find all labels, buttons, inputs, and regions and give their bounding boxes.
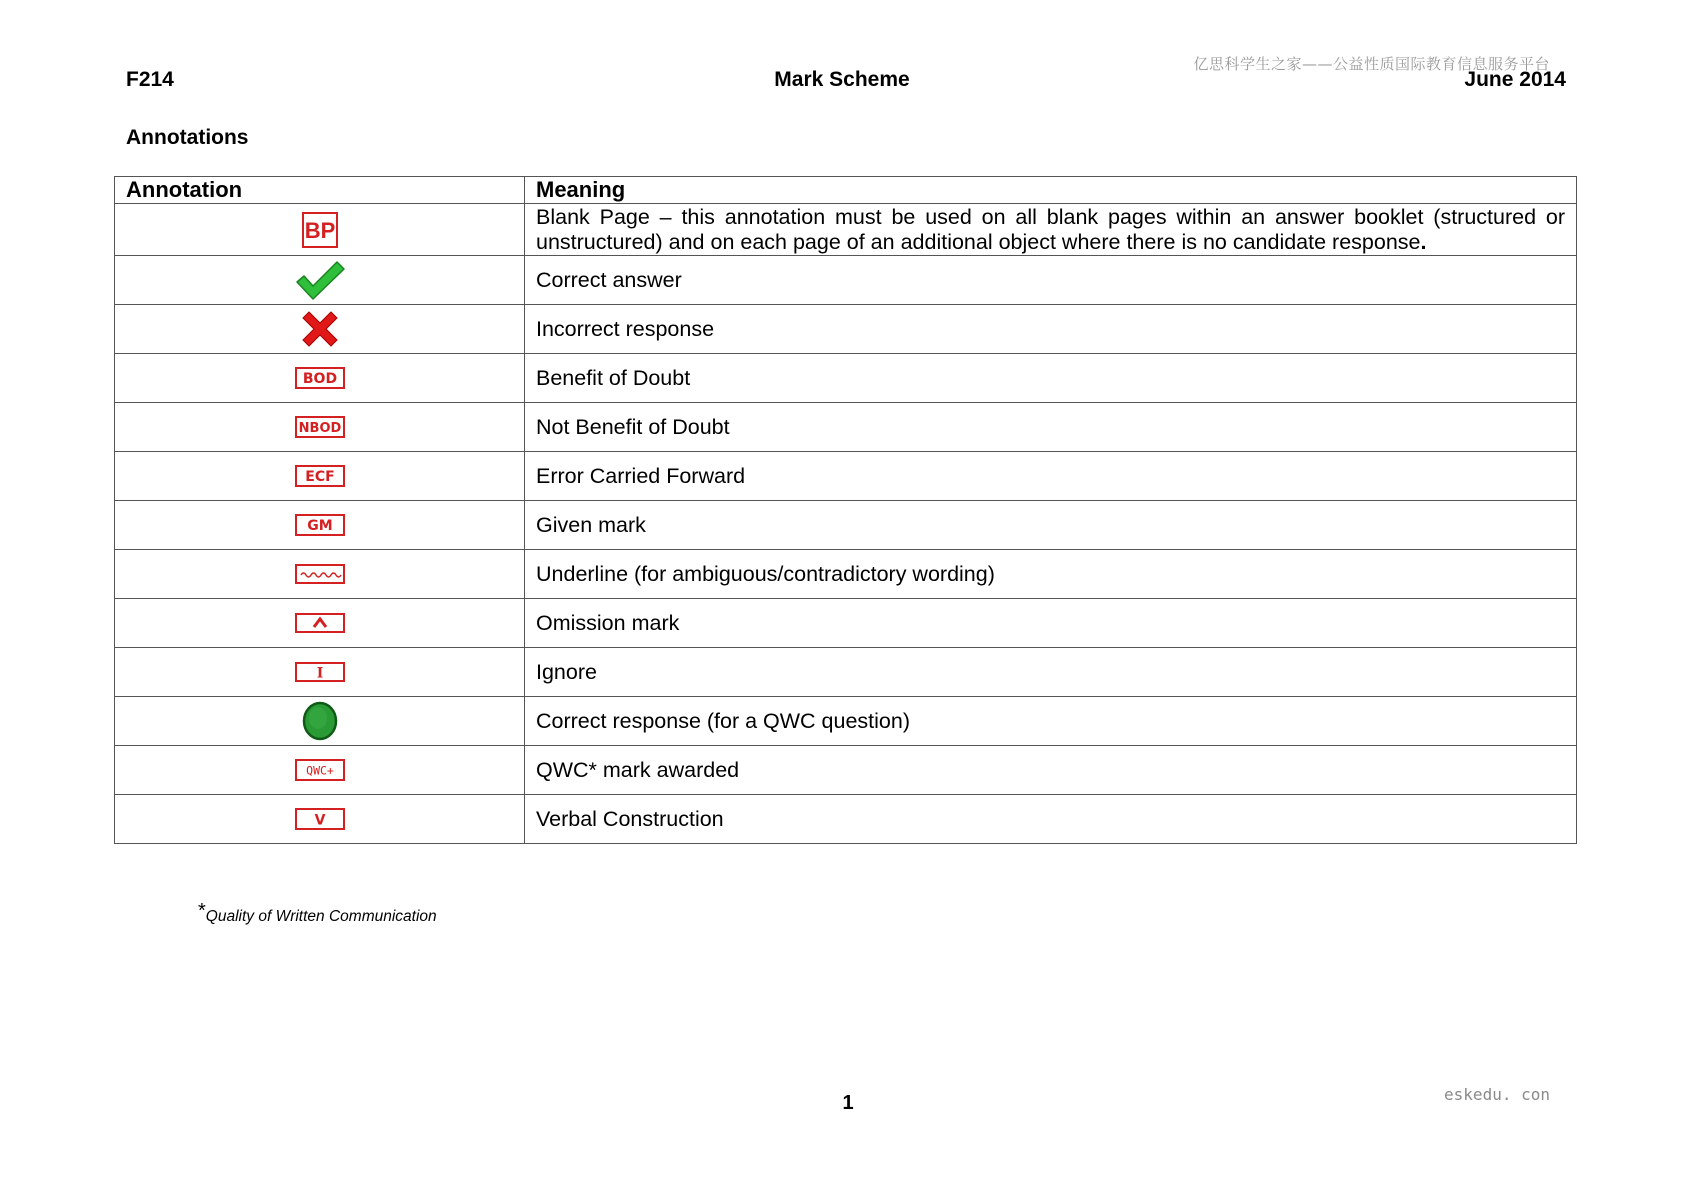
table-row — [115, 452, 1577, 501]
table-row — [115, 746, 1577, 795]
green-tick-icon — [294, 259, 346, 301]
meaning-text: Verbal Construction — [525, 795, 1577, 844]
gm-stamp-icon — [295, 514, 345, 536]
table-row — [115, 501, 1577, 550]
table-row — [115, 795, 1577, 844]
table-row — [115, 305, 1577, 354]
bod-stamp-label: BOD — [302, 371, 337, 387]
red-cross-icon — [301, 310, 339, 348]
table-row — [115, 256, 1577, 305]
meaning-text: Correct answer — [525, 256, 1577, 305]
ecf-stamp-label: ECF — [304, 469, 335, 485]
document-code: F214 — [126, 68, 174, 91]
meaning-text: Error Carried Forward — [525, 452, 1577, 501]
meaning-text: Blank Page – this annotation must be used on all blank pages within an answer booklet (structured or unstructured) and on each page of an additional object where there is no candidate response — [536, 205, 1565, 254]
footnote-text: Quality of Written Communication — [205, 908, 437, 925]
nbod-stamp-label: NBOD — [298, 421, 341, 436]
table-row — [115, 697, 1577, 746]
qwc-plus-stamp-label: QWC+ — [305, 763, 334, 778]
annotations-table — [114, 176, 1577, 844]
footnote-marker: * — [198, 900, 206, 922]
column-header-meaning: Meaning — [525, 177, 1577, 204]
meaning-text: Omission mark — [525, 599, 1577, 648]
meaning-text: Ignore — [525, 648, 1577, 697]
footnote — [198, 900, 437, 926]
meaning-text: Given mark — [525, 501, 1577, 550]
meaning-cell — [525, 204, 1577, 256]
bp-stamp-icon — [302, 212, 338, 248]
meaning-text: Underline (for ambiguous/contradictory wording) — [525, 550, 1577, 599]
v-stamp-icon — [295, 808, 345, 830]
bp-stamp-label: BP — [304, 217, 335, 243]
table-header-row — [115, 177, 1577, 204]
meaning-text: Not Benefit of Doubt — [525, 403, 1577, 452]
ecf-stamp-icon — [295, 465, 345, 487]
green-oval-icon — [301, 701, 339, 741]
meaning-text-end: . — [1420, 230, 1427, 254]
table-row — [115, 599, 1577, 648]
table-row — [115, 550, 1577, 599]
meaning-text: Benefit of Doubt — [525, 354, 1577, 403]
ignore-stamp-label: I — [316, 665, 323, 682]
meaning-text: QWC* mark awarded — [525, 746, 1577, 795]
table-row — [115, 403, 1577, 452]
page-number: 1 — [842, 1092, 854, 1114]
gm-stamp-label: GM — [306, 518, 333, 534]
table-row — [115, 354, 1577, 403]
table-row — [115, 648, 1577, 697]
bod-stamp-icon — [295, 367, 345, 389]
ignore-stamp-icon — [295, 662, 345, 682]
table-row — [115, 204, 1577, 256]
section-title: Annotations — [126, 126, 249, 149]
omission-caret-icon — [295, 613, 345, 633]
meaning-text: Incorrect response — [525, 305, 1577, 354]
nbod-stamp-icon — [295, 416, 345, 438]
watermark-text: 亿思科学生之家——公益性质国际教育信息服务平台 — [1193, 55, 1550, 73]
footer-watermark: eskedu. con — [1444, 1085, 1550, 1104]
qwc-plus-stamp-icon — [295, 759, 345, 781]
wavy-underline-icon — [295, 564, 345, 584]
document-date: June 2014 — [1464, 68, 1566, 91]
v-stamp-label: V — [314, 812, 325, 829]
column-header-annotation: Annotation — [115, 177, 525, 204]
meaning-text: Correct response (for a QWC question) — [525, 697, 1577, 746]
document-title: Mark Scheme — [774, 68, 910, 91]
